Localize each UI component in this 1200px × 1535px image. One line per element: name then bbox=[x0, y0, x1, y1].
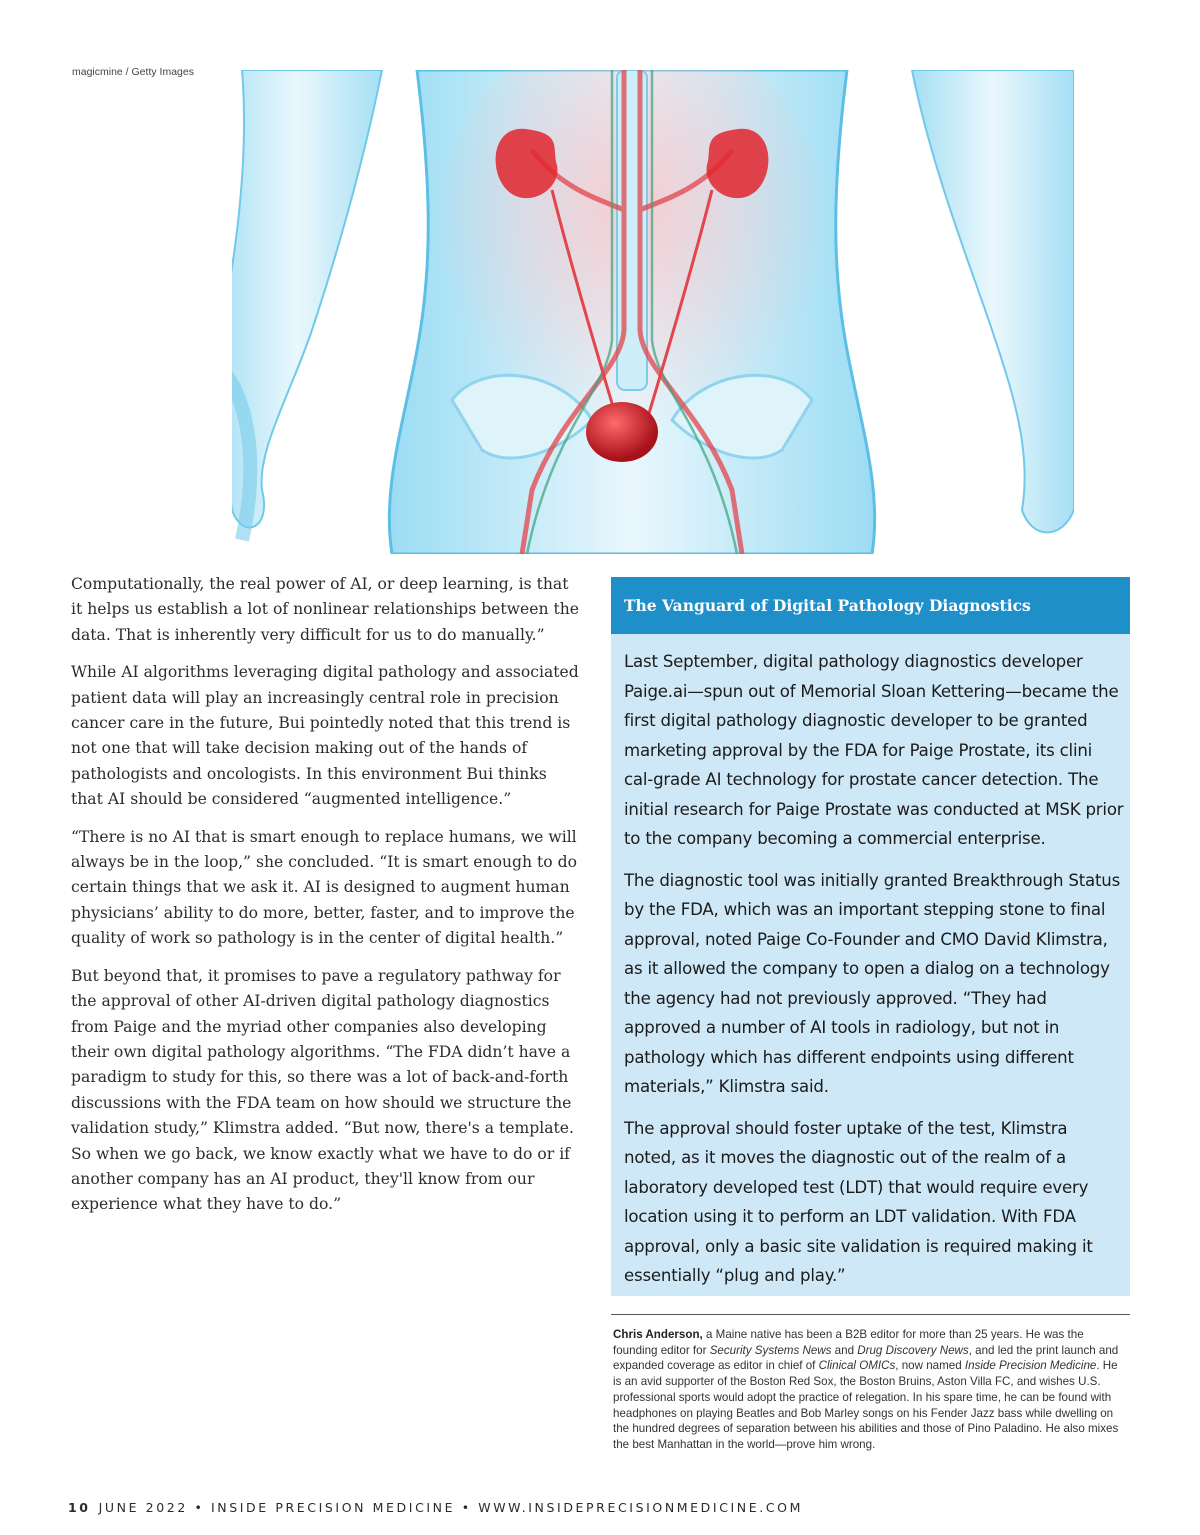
page-footer bbox=[68, 1500, 803, 1515]
footer-text: JUNE 2022 • INSIDE PRECISION MEDICINE • WWW.INSIDEPRECISIONMEDICINE.COM bbox=[98, 1500, 803, 1515]
author-bio bbox=[613, 1327, 1123, 1453]
body-paragraph: “There is no AI that is smart enough to replace humans, we will always be in the loop,” she concluded. “It is smart enough to do certain things that we ask it. AI is designed to augment human physicians’ ability to do more, better, faster, and to improve the quality of work so pathology is in the center of digital health.” bbox=[71, 827, 577, 948]
bio-text: . He is an avid supporter of the Boston Red Sox, the Boston Bruins, Aston Villa FC, and wishes U.S. professional sports would adopt the practice of relegation. In his spare time, he can be found with headphones on playing Beatles and Bob Marley songs on his Fender Jazz bass while dwelling on the hundred degrees of separation between his abilities and those of Pino Paladino. He also mixes the best Manhattan in the world—prove him wrong. bbox=[613, 1359, 1119, 1451]
page-number: 10 bbox=[68, 1500, 91, 1515]
divider bbox=[611, 1314, 1130, 1315]
sidebar-paragraph: Last September, digital pathology diagnostics developer Paige.ai—spun out of Memorial Sloan Kettering—became the first digital pathology diagnostic developer to be granted marketing approval by the FDA for Paige Prostate, its clini cal-grade AI technology for prostate cancer detection. The initial research for Paige Prostate was conducted at MSK prior to the company becoming a commercial enterprise. bbox=[624, 652, 1124, 848]
bio-publication: Clinical OMICs bbox=[818, 1359, 896, 1373]
sidebar-paragraph: The diagnostic tool was initially granted Breakthrough Status by the FDA, which was an important stepping stone to final approval, noted Paige Co-Founder and CMO David Klimstra, as it allowed the company to open a dialog on a technology the agency had not previously approved. “They had approved a number of AI tools in radiology, but not in pathology which has different endpoints using different materials,” Klimstra said. bbox=[624, 870, 1121, 1096]
article-body bbox=[71, 572, 583, 1230]
bio-publication: Drug Discovery News bbox=[857, 1343, 969, 1357]
bio-publication: Inside Precision Medicine bbox=[964, 1359, 1097, 1373]
body-paragraph: While AI algorithms leveraging digital pathology and associated patient data will play an increasingly central role in precision cancer care in the future, Bui pointedly noted that this trend is not one that will take decision making out of the hands of pathologists and oncologists. In this environment Bui thinks that AI should be considered “augmented intelligence.” bbox=[71, 663, 579, 809]
sidebar-box bbox=[611, 577, 1130, 1296]
author-name: Chris Anderson, bbox=[613, 1328, 703, 1341]
bio-text: , now named bbox=[895, 1359, 965, 1373]
bio-text: and bbox=[831, 1343, 858, 1357]
photo-credit: magicmine / Getty Images bbox=[72, 66, 194, 78]
anatomy-illustration-icon bbox=[232, 70, 1074, 554]
bio-text: , and led the print launch and expanded coverage as editor in chief of bbox=[613, 1343, 1119, 1373]
sidebar-title: The Vanguard of Digital Pathology Diagnostics bbox=[611, 577, 1130, 634]
sidebar-body bbox=[611, 634, 1130, 1291]
body-paragraph: But beyond that, it promises to pave a regulatory pathway for the approval of other AI-driven digital pathology diagnostics from Paige and the myriad other companies also developing their own digital pathology algorithms. “The FDA didn’t have a paradigm to study for this, so there was a lot of back-and-forth discussions with the FDA team on how should we structure the validation study,” Klimstra added. “But now, there's a template. So when we go back, we know exactly what we have to do or if another company has an AI product, they'll know from our experience what they have to do.” bbox=[71, 966, 574, 1214]
body-paragraph: Computationally, the real power of AI, or deep learning, is that it helps us establish a lot of nonlinear relationships between the data. That is inherently very difficult for us to do manually.” bbox=[71, 575, 580, 644]
anatomy-illustration bbox=[232, 70, 1074, 554]
bio-text: a Maine native has been a B2B editor for more than 25 years. He was the founding editor for bbox=[613, 1328, 1084, 1357]
sidebar-paragraph: The approval should foster uptake of the test, Klimstra noted, as it moves the diagnostic out of the realm of a laboratory developed test (LDT) that would require every location using it to perform an LDT validation. With FDA approval, only a basic site validation is required making it essentially “plug and play.” bbox=[624, 1118, 1093, 1285]
bio-publication: Security Systems News bbox=[709, 1343, 832, 1357]
